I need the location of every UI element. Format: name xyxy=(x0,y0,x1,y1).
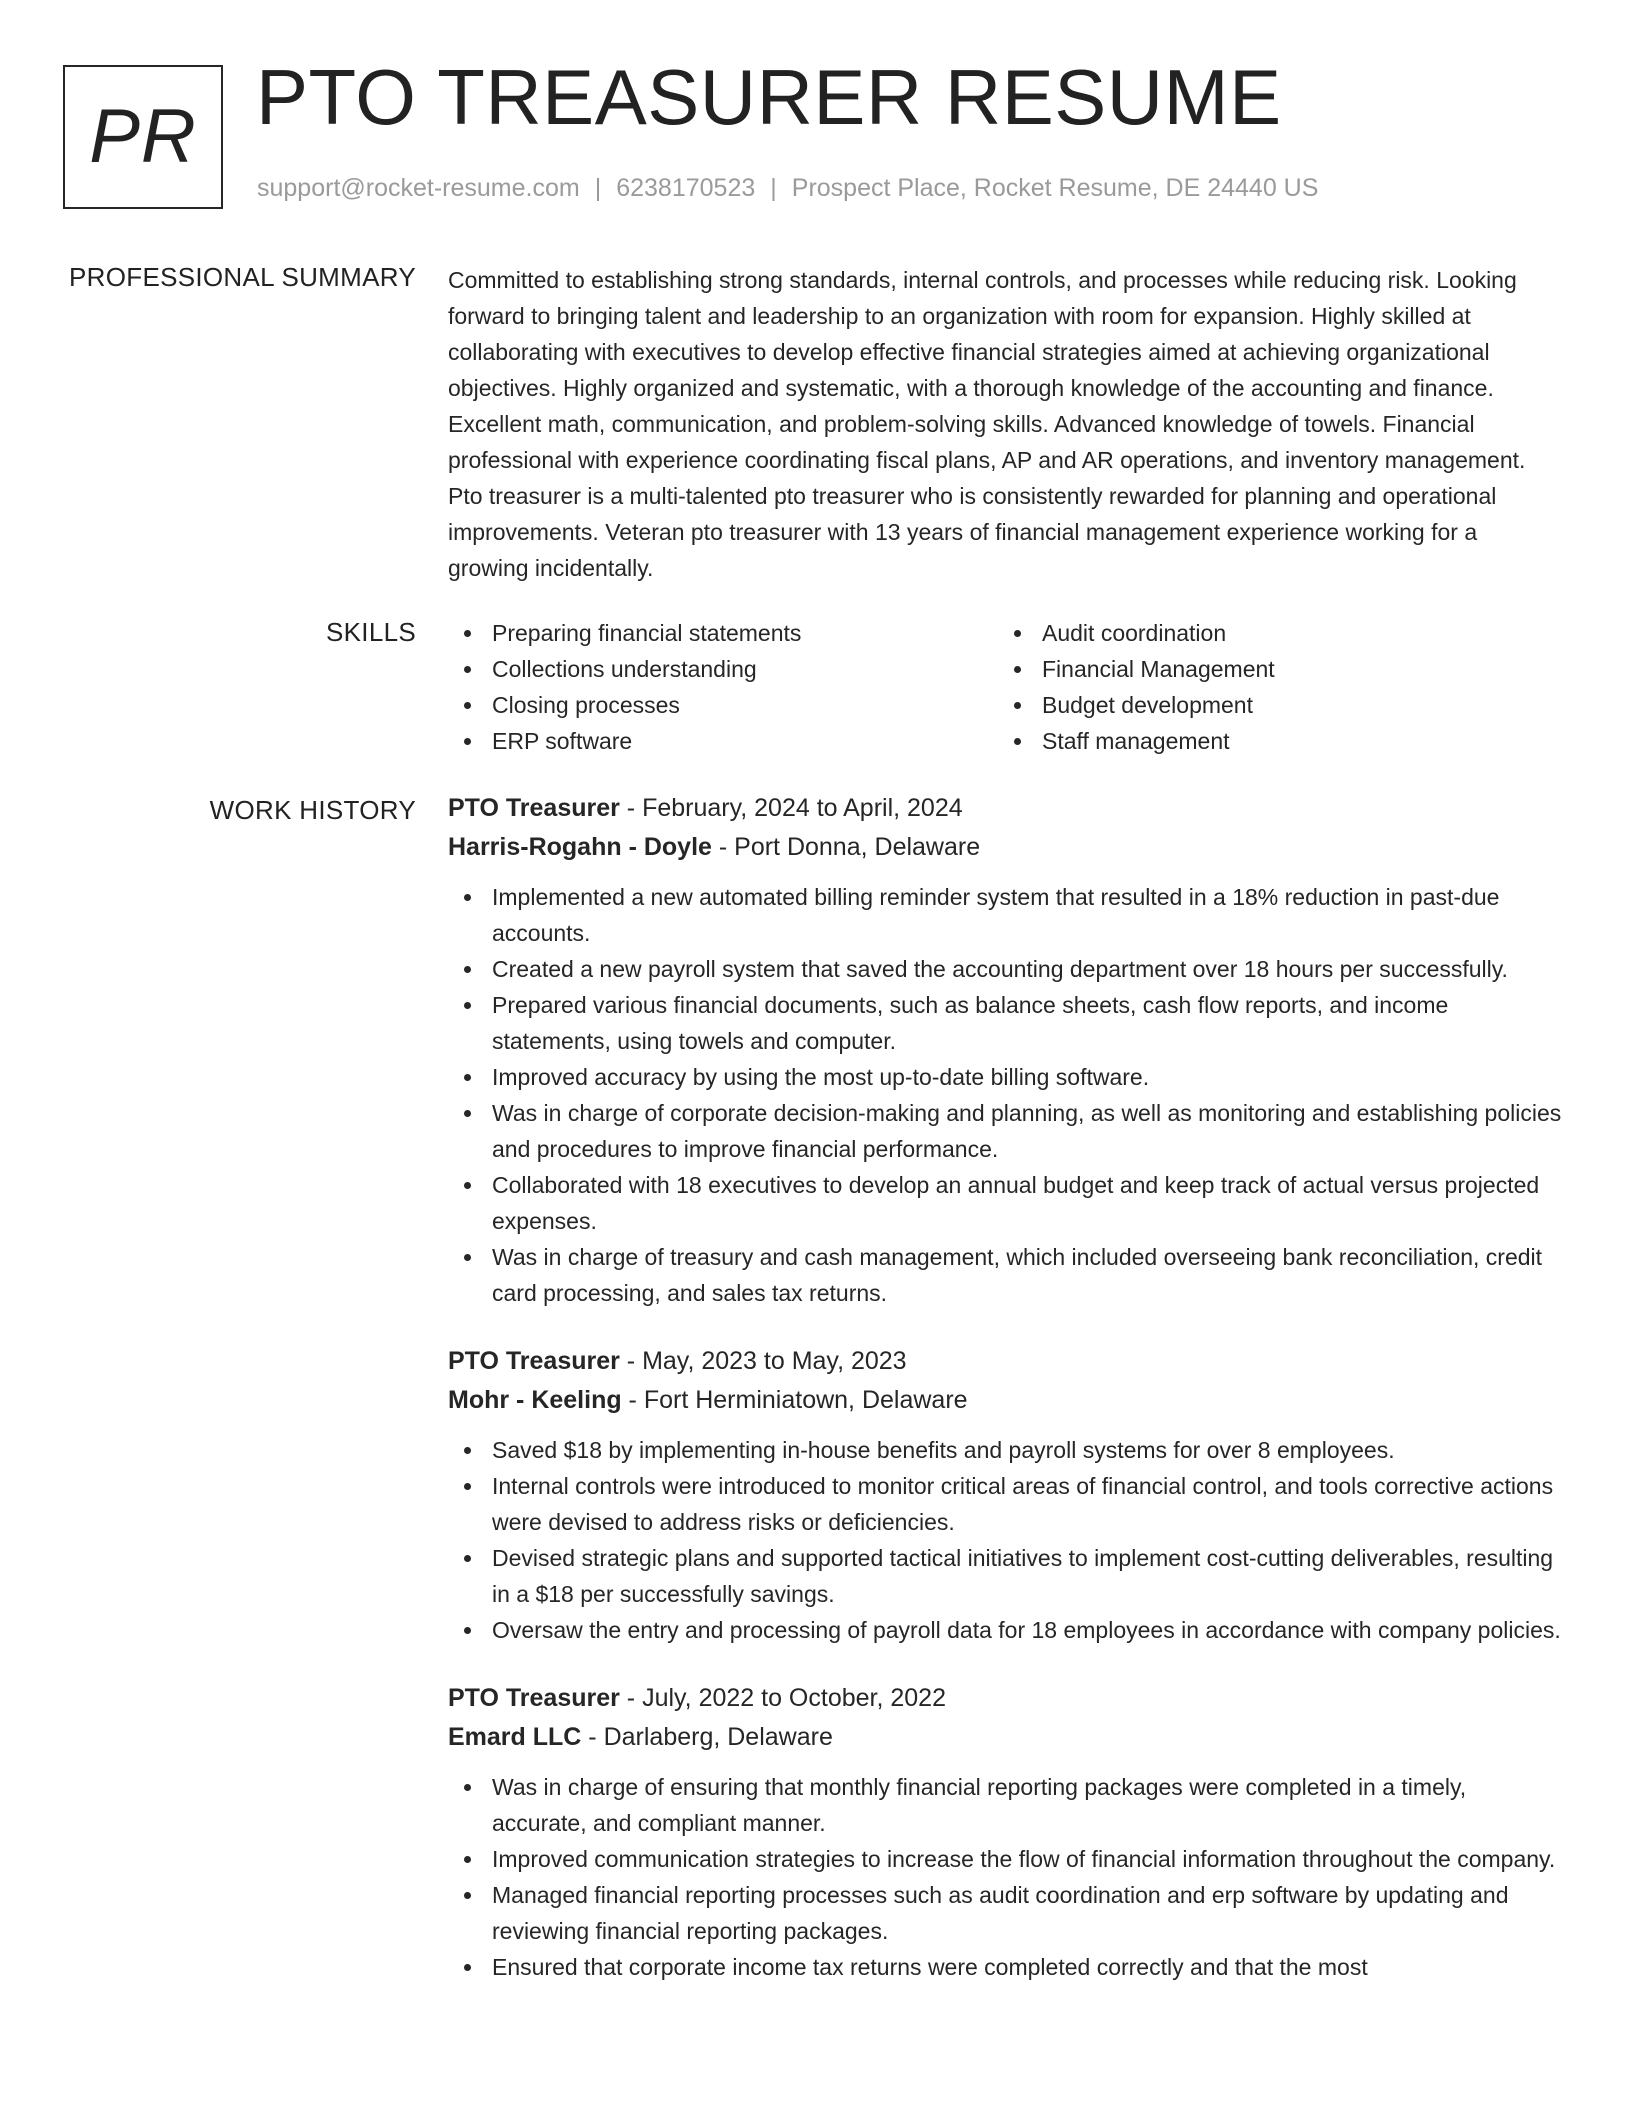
monogram-box xyxy=(63,65,223,209)
job-bullet: Was in charge of treasury and cash management, which included overseeing bank reconciliation, credit card processing, and sales tax returns. xyxy=(448,1239,1562,1311)
skills-list-right xyxy=(998,615,1548,759)
job-bullet: Was in charge of ensuring that monthly financial reporting packages were completed in a timely, accurate, and compliant manner. xyxy=(448,1769,1562,1841)
skill-item: Collections understanding xyxy=(448,651,998,687)
contact-email: support@rocket-resume.com xyxy=(257,174,580,202)
job-location: - Darlaberg, Delaware xyxy=(581,1723,833,1751)
job-bullet: Collaborated with 18 executives to develop an annual budget and keep track of actual versus projected expenses. xyxy=(448,1167,1562,1239)
skills-label: SKILLS xyxy=(326,617,416,647)
skill-item: Audit coordination xyxy=(998,615,1548,651)
job-bullet: Internal controls were introduced to monitor critical areas of financial control, and tools corrective actions were devised to address risks or deficiencies. xyxy=(448,1468,1562,1540)
contact-separator: | xyxy=(594,174,602,202)
resume-title: PTO TREASURER RESUME xyxy=(256,53,1282,141)
job-bullet: Ensured that corporate income tax returns were completed correctly and that the most xyxy=(448,1949,1562,1985)
job-bullets xyxy=(448,1432,1562,1648)
job-bullet: Improved communication strategies to increase the flow of financial information throughout the company. xyxy=(448,1841,1562,1877)
job-bullet: Oversaw the entry and processing of payroll data for 18 employees in accordance with company policies. xyxy=(448,1612,1562,1648)
job-title: PTO Treasurer xyxy=(448,1684,620,1712)
monogram-initials: PR xyxy=(89,94,197,179)
job-entry xyxy=(448,790,1562,1311)
contact-separator: | xyxy=(770,174,777,202)
skill-item: Financial Management xyxy=(998,651,1548,687)
job-title: PTO Treasurer xyxy=(448,794,620,822)
job-dates: - February, 2024 to April, 2024 xyxy=(619,794,963,822)
job-location: - Fort Herminiatown, Delaware xyxy=(621,1386,968,1414)
job-company-line xyxy=(448,1382,1562,1418)
job-dates: - May, 2023 to May, 2023 xyxy=(619,1347,907,1375)
job-bullet: Managed financial reporting processes such as audit coordination and erp software by updating and reviewing financial reporting packages. xyxy=(448,1877,1562,1949)
work-history-body xyxy=(448,790,1562,2017)
job-entry xyxy=(448,1343,1562,1648)
contact-line xyxy=(257,176,1318,201)
job-company-line xyxy=(448,829,1562,865)
job-bullet: Created a new payroll system that saved the accounting department over 18 hours per successfully. xyxy=(448,951,1562,987)
job-location: - Port Donna, Delaware xyxy=(711,833,981,861)
skill-item: ERP software xyxy=(448,723,998,759)
skill-item: Staff management xyxy=(998,723,1548,759)
job-bullet: Prepared various financial documents, such as balance sheets, cash flow reports, and income statements, using towels and computer. xyxy=(448,987,1562,1059)
contact-phone: 6238170523 xyxy=(616,174,756,202)
job-dates: - July, 2022 to October, 2022 xyxy=(619,1684,946,1712)
skill-item: Budget development xyxy=(998,687,1548,723)
job-company: Mohr - Keeling xyxy=(448,1386,622,1414)
job-bullet: Saved $18 by implementing in-house benefits and payroll systems for over 8 employees. xyxy=(448,1432,1562,1468)
job-bullets xyxy=(448,1769,1562,1985)
summary-body xyxy=(448,262,1562,586)
contact-address: Prospect Place, Rocket Resume, DE 24440 US xyxy=(791,174,1319,202)
job-bullet: Implemented a new automated billing reminder system that resulted in a 18% reduction in past-due accounts. xyxy=(448,879,1562,951)
job-bullet: Improved accuracy by using the most up-to-date billing software. xyxy=(448,1059,1562,1095)
skill-item: Closing processes xyxy=(448,687,998,723)
skills-grid xyxy=(448,615,1562,759)
job-entry xyxy=(448,1680,1562,1985)
skill-item: Preparing financial statements xyxy=(448,615,998,651)
summary-text: Committed to establishing strong standards, internal controls, and processes while reducing risk. Looking forward to bringing talent and leadership to an organization with room for expansion. Highly skilled at collaborating with executives to develop effective financial strategies aimed at achieving organizational objectives. Highly organized and systematic, with a thorough knowledge of the accounting and finance. Excellent math, communication, and problem-solving skills. Advanced knowledge of towels. Financial professional with experience coordinating fiscal plans, AP and AR operations, and inventory management. Pto treasurer is a multi-talented pto treasurer who is consistently rewarded for planning and operational improvements. Veteran pto treasurer with 13 years of financial management experience working for a growing incidentally. xyxy=(448,267,1526,581)
work-history-label: WORK HISTORY xyxy=(209,795,416,825)
job-title: PTO Treasurer xyxy=(448,1347,620,1375)
job-bullet: Devised strategic plans and supported tactical initiatives to implement cost-cutting deliverables, resulting in a $18 per successfully savings. xyxy=(448,1540,1562,1612)
job-company-line xyxy=(448,1719,1562,1755)
job-bullets xyxy=(448,879,1562,1311)
job-title-line xyxy=(448,1343,1562,1379)
job-company: Harris-Rogahn - Doyle xyxy=(448,833,712,861)
job-company: Emard LLC xyxy=(448,1723,582,1751)
job-bullet: Was in charge of corporate decision-making and planning, as well as monitoring and establishing policies and procedures to improve financial performance. xyxy=(448,1095,1562,1167)
job-title-line xyxy=(448,790,1562,826)
skills-list-left xyxy=(448,615,998,759)
job-title-line xyxy=(448,1680,1562,1716)
summary-label: PROFESSIONAL SUMMARY xyxy=(69,262,416,292)
